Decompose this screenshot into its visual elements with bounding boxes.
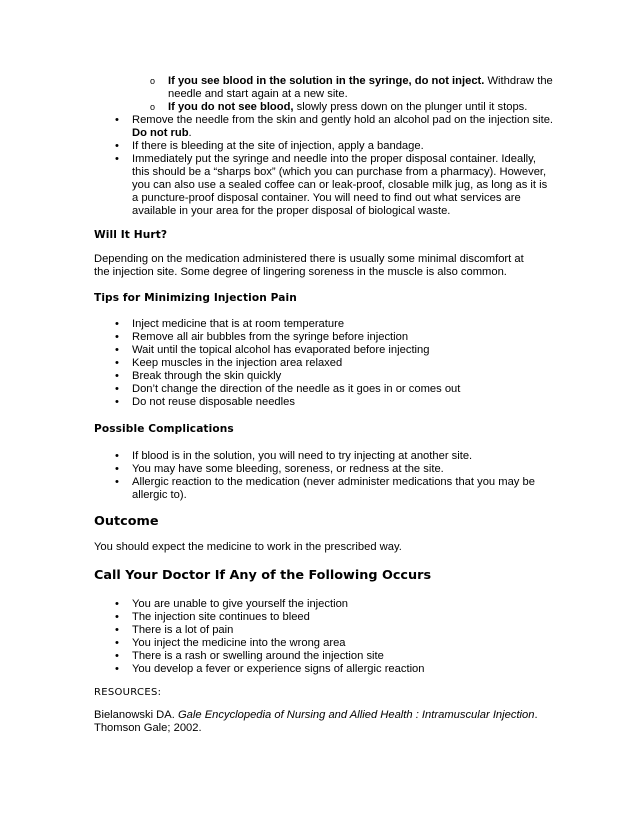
section-heading-call-doctor: Call Your Doctor If Any of the Following Occurs	[94, 568, 432, 583]
sub-item	[0, 101, 560, 114]
call-doctor-list	[94, 598, 554, 676]
resources-heading: RESOURCES:	[94, 687, 162, 698]
sub-item-text: slowly press down on the plunger until it stops.	[293, 101, 528, 113]
section-heading-hurt: Will It Hurt?	[94, 229, 168, 241]
list-item	[94, 383, 554, 396]
bullet-marker: •	[115, 114, 119, 126]
list-item-text: There is a rash or swelling around the injection site	[132, 650, 384, 662]
list-item-text: Do not reuse disposable needles	[132, 396, 295, 408]
list-item-text: Inject medicine that is at room temperature	[132, 318, 345, 330]
citation	[94, 709, 564, 735]
sub-item-bold: If you see blood in the solution in the syringe, do not inject.	[168, 75, 485, 87]
list-item-text: Remove the needle from the skin and gently hold an alcohol pad on the injection site.	[132, 114, 554, 126]
section-heading-tips: Tips for Minimizing Injection Pain	[94, 292, 297, 304]
citation-author: Bielanowski DA.	[94, 709, 178, 721]
bullet-marker: •	[115, 663, 119, 675]
bullet-marker: •	[115, 650, 119, 662]
hurt-paragraph: Depending on the medication administered there is usually some minimal discomfort at the injection site. Some degree of lingering soreness in the muscle is also common.	[94, 253, 524, 278]
list-item	[94, 450, 552, 463]
list-item-text: The injection site continues to bleed	[132, 611, 310, 623]
citation-punct: .	[534, 709, 538, 721]
bullet-marker: •	[115, 463, 119, 475]
list-item-text: Don’t change the direction of the needle as it goes in or comes out	[132, 383, 461, 395]
section-heading-complications: Possible Complications	[94, 423, 234, 435]
tips-list	[94, 318, 554, 409]
list-item	[94, 624, 554, 637]
list-item-text: If there is bleeding at the site of injection, apply a bandage.	[132, 140, 424, 152]
list-item-text: You inject the medicine into the wrong area	[132, 637, 346, 649]
bullet-marker: •	[115, 383, 119, 395]
list-item-text: You are unable to give yourself the injection	[132, 598, 349, 610]
sub-item-text: Withdraw the needle and start again at a new site.	[168, 75, 553, 100]
sub-list	[0, 75, 560, 114]
list-item	[94, 598, 554, 611]
bullet-marker: •	[115, 153, 119, 165]
citation-publisher: Thomson Gale; 2002.	[94, 722, 202, 734]
list-item-text: If blood is in the solution, you will need to try injecting at another site.	[132, 450, 473, 462]
list-item	[94, 153, 556, 218]
list-item	[94, 140, 556, 153]
list-item-text: Wait until the topical alcohol has evaporated before injecting	[132, 344, 430, 356]
list-item	[94, 318, 554, 331]
bullet-marker: •	[115, 396, 119, 408]
list-item	[94, 650, 554, 663]
citation-title: Gale Encyclopedia of Nursing and Allied Health : Intramuscular Injection	[177, 709, 535, 721]
list-item	[94, 114, 556, 140]
list-item	[94, 331, 554, 344]
bullet-marker: •	[115, 637, 119, 649]
bullet-marker: •	[115, 476, 119, 488]
list-item-bold: Do not rub	[132, 127, 189, 139]
bullet-marker: •	[115, 357, 119, 369]
bullet-marker: •	[115, 611, 119, 623]
list-item-text: Keep muscles in the injection area relaxed	[132, 357, 343, 369]
list-item	[94, 357, 554, 370]
list-item	[94, 611, 554, 624]
list-item	[94, 476, 552, 502]
bullet-marker: •	[115, 331, 119, 343]
list-item-text: Break through the skin quickly	[132, 370, 282, 382]
sub-item-bold: If you do not see blood,	[168, 101, 294, 113]
outcome-paragraph: You should expect the medicine to work in the prescribed way.	[94, 541, 402, 553]
list-item-text: You develop a fever or experience signs of allergic reaction	[132, 663, 425, 675]
sub-bullet-marker: o	[150, 76, 156, 86]
list-item-text: There is a lot of pain	[132, 624, 234, 636]
sub-bullet-marker: o	[150, 102, 156, 112]
bullet-marker: •	[115, 598, 119, 610]
list-item	[94, 344, 554, 357]
list-item-text: You may have some bleeding, soreness, or redness at the site.	[132, 463, 444, 475]
bullet-marker: •	[115, 140, 119, 152]
procedure-list	[94, 114, 556, 218]
complications-list	[94, 450, 552, 502]
sub-item	[0, 75, 560, 101]
list-item	[94, 396, 554, 409]
list-item	[94, 370, 554, 383]
list-item-text: Remove all air bubbles from the syringe before injection	[132, 331, 409, 343]
bullet-marker: •	[115, 370, 119, 382]
list-item	[94, 663, 554, 676]
bullet-marker: •	[115, 450, 119, 462]
bullet-marker: •	[115, 344, 119, 356]
section-heading-outcome: Outcome	[94, 514, 159, 529]
bullet-marker: •	[115, 318, 119, 330]
list-item	[94, 463, 552, 476]
list-item-after: .	[188, 127, 192, 139]
list-item-text: Immediately put the syringe and needle into the proper disposal container. Ideally, this should be a “sharps box” (which you can purchase from a pharmacy). However, you can also use a sealed coffee can or leak-proof, closable milk jug, as long as it is a puncture-proof disposal container. You will need to find out what services are available in your area for the proper disposal of biological waste.	[132, 153, 548, 217]
bullet-marker: •	[115, 624, 119, 636]
list-item	[94, 637, 554, 650]
list-item-text: Allergic reaction to the medication (never administer medications that you may be allergic to).	[132, 476, 535, 501]
